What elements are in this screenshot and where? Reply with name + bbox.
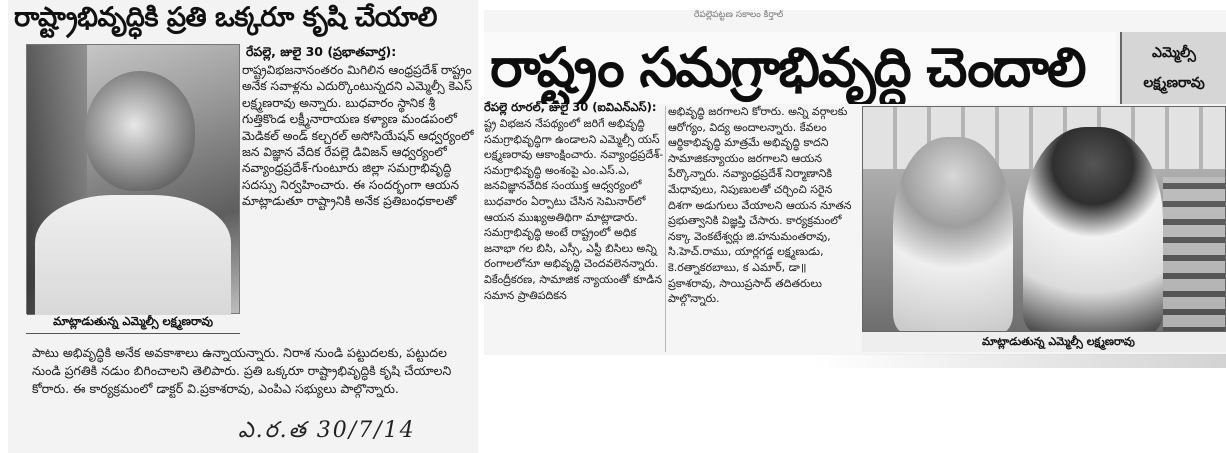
mlc-photo [26,44,240,314]
handwritten-signature-date: ఎ.ర.త 30/7/14 [238,418,416,443]
byline-line-2: లక్ష్మణరావు [1143,75,1205,91]
photo-chair [1163,177,1226,332]
clipping-headline: రాష్ట్రాభివృద్ధికి ప్రతి ఒక్కరూ కృషి చేయాలి [14,2,437,33]
headline-byline-box [1120,32,1226,104]
photo-caption: మాట్లాడుతున్న ఎమ్మెల్సీ లక్ష్మణరావు [862,332,1226,352]
column-divider [665,106,666,352]
photo-person-right [1023,127,1163,332]
byline-line-1: ఎమ్మెల్సీ [1151,45,1196,61]
clipping-headline: రాష్ట్రం సమగ్రాభివృద్ధి చెందాలి [484,32,1116,104]
photo-figure-head [85,71,195,191]
newspaper-clipping-right [484,10,1226,355]
article-column-1: ష్ట్ర విభజన నేపథ్యంలో జరిగే అభివృద్ధి సమగ్రాభివృద్ధిగా ఉండాలని ఎమ్మెల్సీ యస్ లక్ష్మణరావు ఆకాంక్షించారు. నవ్యాంధ్రప్రదేశ్-సమగ్రాభివృద్ధి అంశంపై ఎం.ఎస్.ఎ, జనవిజ్ఞానవేదిక సంయుక్త ఆధ్వర్యంలో బుధవారం ఏర్పాటు చేసిన సెమినార్‌లో ఆయన ముఖ్యఅతిథిగా మాట్లాడారు. సమగ్రాభివృద్ధి అంటే రాష్ట్రంలో అధిక జనాభా గల బిసి, ఎస్సీ, ఎస్టీ బిసిలు అన్ని రంగాలలోనూ అభివృద్ధి చెందవలెనన్నారు. వికేంద్రీకరణ, సామాజిక న్యాయంతో కూడిన సమాన ప్రాతిపదికన [484,117,664,302]
photo-caption: మాట్లాడుతున్న ఎమ్మెల్సీ లక్ష్మణరావు [26,314,240,334]
article-wide-text: పాటు అభివృద్ధికి అనేక అవకాశాలు ఉన్నాయన్నారు. నిరాశ నుండి పట్టుదలకు, పట్టుదల నుండి ప్రగతికి నడుం బిగించాలని తెలిపారు. ప్రతి ఒక్కరూ రాష్ట్రాభివృద్ధికి కృషి చేయాలని కోరారు. ఈ కార్యక్రమంలో డాక్టర్ వి.ప్రకాశరావు, ఎంపిఎ సభ్యులు పాల్గొన్నారు. [32,345,452,396]
photo-figure-body [35,195,231,315]
article-column: రాష్ట్రవిభజనానంతరం మిగిలిన ఆంధ్రప్రదేశ్ రాష్ట్రం అనేక సవాళ్లను ఎదుర్కొంటున్నదని ఎమ్మెల్సీ కెఎస్ లక్ష్మణరావు అన్నారు. బుధవారం స్థానిక శ్రీ గుత్తికొండ లక్ష్మీనారాయణ కళ్యాణ మండపంలో మెడికల్ అండ్ కల్చరల్ అసోసియేషన్ ఆధ్వర్యంలో జన విజ్ఞాన వేదిక రేపల్లె డివిజన్ ఆధ్వర్యంలో నవ్యాంధ్రప్రదేశ్-గుంటూరు జిల్లా సమగ్రాభివృద్ధి సదస్సు నిర్వహించారు. ఈ సందర్భంగా ఆయన మాట్లాడుతూ రాష్ట్రానికి అనేక ప్రతిబంధకాలతో [242,63,474,209]
article-column-2: అభివృద్ధి జరగాలని కోరారు. అన్ని వర్గాలకు ఆరోగ్యం, విద్య అందాలన్నారు. కేవలం ఆర్థికాభివృద్ధి మాత్రమే అభివృద్ధి కాదని సామాజికన్యాయం జరగాలని ఆయన పేర్కొన్నారు. నవ్యాంధ్రప్రదేశ్ నిర్మాణానికి మేధావులు, నిపుణులతో చర్చించి సరైన దిశగా అడుగులు వేయాలని ఆయన నూతన ప్రభుత్వానికి విజ్ఞప్తి చేసారు. కార్యక్రమంలో నక్కా వెంకటేశ్వర్లు జి.హనుమంతరావు, సి.హెచ్.రాము, యార్లగడ్డ లక్ష్మణుడు, కె.రత్నాకరబాబు, క ఎమార్, డా॥ ప్రకాశరావు, సాయిప్రసాద్ తదితరులు పాల్గొన్నారు. [668,105,852,306]
photo-person-left [893,137,1013,332]
article-dateline: రేపల్లె రూరల్, జులై 30 (ఐవిఎన్ఎస్): [484,100,657,114]
event-photo [862,106,1226,332]
masthead-strip: రేపల్లెపట్టణ సకాలం కిర్తాల్ [694,10,784,20]
faded-bleedthrough [814,354,1226,368]
newspaper-clipping-left [8,0,478,453]
article-dateline: రేపల్లె, జులై 30 (ప్రభాతవార్త): [246,44,397,59]
